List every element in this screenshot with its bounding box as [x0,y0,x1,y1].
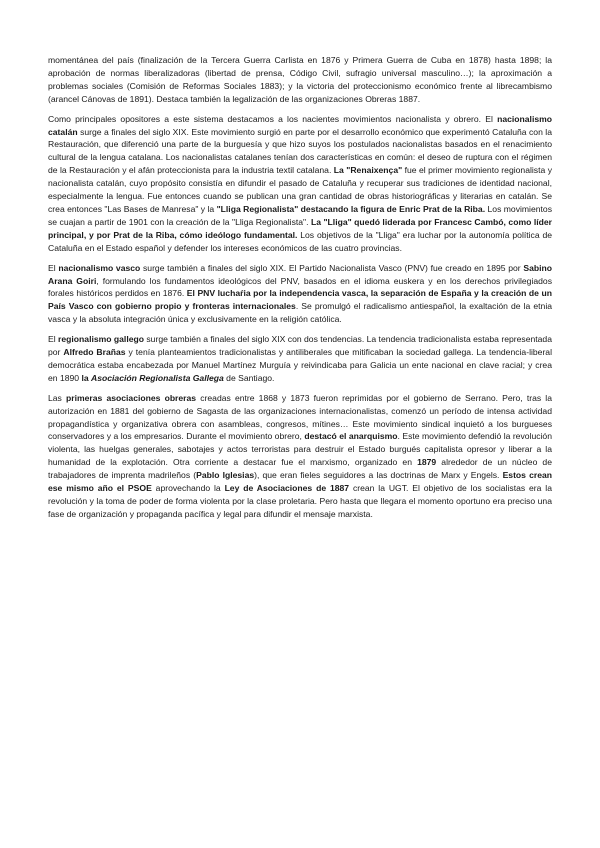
text-run: y tenía planteamientos tradicionalistas y antiliberales que mitificaban la sociedad gallega. La tendencia-liberal democrática estaba encabezada por Manuel Martínez Murguía y reivindicaba para Galicia un ente nacional en clave racial; y crea en 1890 [48,347,552,383]
emphasized-text-run: La "Renaixença" [333,165,403,176]
emphasized-text-run: Pablo Iglesias [196,470,255,481]
document-body [48,54,552,528]
paragraph [48,54,552,106]
emphasized-text-run: primeras asociaciones obreras [66,392,197,403]
emphasized-text-run: Estos crean ese mismo año el PSOE [48,470,553,494]
text-run: . Se promulgó el radicalismo antiespañol, la exaltación de la etnia vasca y la absoluta integración única y exclusivamente en la religión católica. [48,301,553,325]
emphasized-text-run: "Lliga Regionalista" destacando la figura de Enric Prat de la Riba. [216,203,486,214]
text-run: Los movimientos se cuajan a partir de 1901 con la creación de la "Lliga Regionalista". [48,203,552,227]
emphasized-text-run: 1879 [417,457,437,468]
text-run: surge a finales del siglo XIX. Este movimiento surgió en parte por el desarrollo económico que experimentó Cataluña con la Restauración, que diferenció una parte de la burguesía y que hizo suyos los postulados nacionalistas basados en el renacimiento cultural de la lengua catalana. Los nacionalistas catalanes tenían dos características en común: el deseo de ruptura con el régimen de la Restauración y el afán proteccionista para la industria textil catalana. [48,126,552,176]
text-run: El [48,334,59,345]
text-run: Las [48,392,66,403]
text-run: de Santiago. [223,372,275,383]
emphasized-text-run: nacionalismo vasco [58,262,141,273]
emphasized-text-run: Ley de Asociaciones de 1887 [224,483,350,494]
text-run: momentánea del país (finalización de la Tercera Guerra Carlista en 1876 y Primera Guerra de Cuba en 1878) hasta 1898; la aprobación de normas liberalizadoras (libertad de prensa, Código Civil, sufragio universal masculino…); la aproximación a problemas sociales (Comisión de Reformas Sociales 1883); y la victoria del proteccionismo económico frente al librecambismo (arancel Cánovas de 1891). Destaca también la legalización de las organizaciones Obreras 1887. [48,55,552,104]
paragraph [48,262,552,327]
paragraph [48,333,552,385]
emphasized-text-run: regionalismo gallego [58,334,144,345]
text-run: Los objetivos de la "Lliga" era luchar por la autonomía política de Cataluña en el Estado español y defender los intereses económicos de las cuatro provincias. [48,229,552,253]
text-run: . Este movimiento defendió la revolución violenta, las huelgas generales, sabotajes y actos terroristas para destruir el Estado burgués capitalista opresor y liberar a la humanidad de la explotación. Otra corriente a destacar fue el marxismo, organizado en [48,431,552,468]
emphasized-text-run: La "Lliga" quedó liderada por Francesc Cambó, como líder principal, y por Prat de la Riba, cómo ideólogo fundamental. [48,216,552,240]
text-run: creadas entre 1868 y 1873 fueron reprimidas por el gobierno de Serrano. Pero, tras la autorización en 1881 del gobierno de Sagasta de las organizaciones internacionalistas, comenzó un período de intensa actividad propagandística y organizativa obrera con asambleas, congresos, mítines… Este movimiento sindical inquietó a los burgueses conservadores y a los empresarios. Durante el movimiento obrero, [48,392,552,442]
emphasized-text-run: la [81,372,92,383]
emphasized-text-run: Asociación Regionalista Gallega [91,372,224,383]
emphasized-text-run: Sabino Arana Goiri [48,262,552,286]
text-run: ), que eran fieles seguidores a las doctrinas de Marx y Engels. [254,470,503,481]
emphasized-text-run: Alfredo Brañas [63,347,126,358]
text-run: crean la UGT. El objetivo de los socialistas era la revolución y la toma de poder de forma violenta por la clase proletaria. Pero hasta que llegara el momento oportuno era preciso una fase de organización y propaganda pacífica y legal para difundir el mensaje marxista. [48,483,552,519]
text-run: Como principales opositores a este sistema destacamos a los nacientes movimientos nacionalista y obrero. El [48,113,498,124]
paragraph [48,392,552,521]
text-run: surge también a finales del siglo XIX con dos tendencias. La tendencia tradicionalista estaba representada por [48,334,552,358]
emphasized-text-run: El PNV luchaŕia por la independencia vasca, la separación de España y la creación de un País Vasco con gobierno propio y fronteras internacionales [48,288,552,312]
text-run: fue el primer movimiento regionalista y nacionalista catalán, cuyo propósito consistía en difundir el pasado de Cataluña y recuperar sus tradiciones de identidad nacional, especialmente la lengua. Fue entonces cuando se publican una gran cantidad de obras historiográficas y literarias en catalán. Se crea entonces "Las Bases de Manresa" y la [48,165,552,214]
text-run: surge también a finales del siglo XIX. El Partido Nacionalista Vasco (PNV) fue creado en 1895 por [140,262,524,273]
emphasized-text-run: nacionalismo catalán [48,113,552,137]
emphasized-text-run: destacó el anarquismo [304,431,398,442]
paragraph [48,113,552,255]
text-run: , formulando los fundamentos ideológicos del PNV, basados en el idioma euskera y en los derechos privilegiados forales históricos perdidos en 1876. [48,275,552,299]
text-run: El [48,262,59,273]
text-run: alrededor de un núcleo de trabajadores de imprenta madrileños ( [48,457,552,481]
text-run: aprovechando la [151,483,225,494]
